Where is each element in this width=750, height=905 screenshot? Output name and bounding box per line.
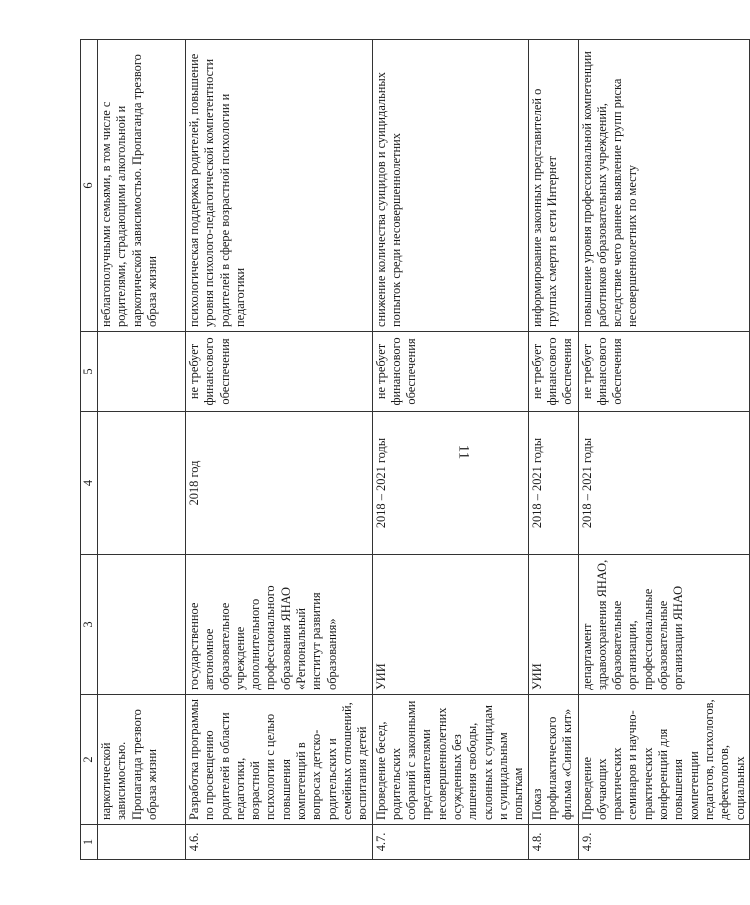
- header-cell: 3: [81, 555, 98, 695]
- cell-event: Проведение обучающих практических семинаров и научно-практических конференций для повышения компетенции педагогов, психологов, дефектологов, социальных: [578, 695, 749, 825]
- cell-period: 2018 – 2021 годы: [578, 412, 749, 555]
- cell-event: наркотической зависимостью. Пропаганда трезвого образа жизни: [98, 695, 186, 825]
- header-cell: 2: [81, 695, 98, 825]
- cell-num: 4.9.: [578, 825, 749, 860]
- table-row: [186, 40, 373, 860]
- cell-period: 2018 – 2021 годы: [528, 412, 578, 555]
- cell-num: 4.8.: [528, 825, 578, 860]
- cell-period: [98, 412, 186, 555]
- cell-funding: не требует финансового обеспечения: [528, 332, 578, 412]
- table-row: [578, 40, 749, 860]
- cell-funding: не требует финансового обеспечения: [372, 332, 528, 412]
- cell-result: психологическая поддержка родителей, повышение уровня психолого-педагогической компетентности родителей в сфере возрастной психологии и педагогики: [186, 40, 373, 332]
- cell-period: 2018 год: [186, 412, 373, 555]
- cell-funding: не требует финансового обеспечения: [186, 332, 373, 412]
- header-cell: 6: [81, 40, 98, 332]
- cell-result: повышение уровня профессиональной компетенции работников образовательных учреждений, вследствие чего раннее выявление групп риска несовершеннолетних по месту: [578, 40, 749, 332]
- cell-result: информирование законных представителей о группах смерти в сети Интернет: [528, 40, 578, 332]
- cell-num: [98, 825, 186, 860]
- cell-period: 2018 – 2021 годы: [372, 412, 528, 555]
- cell-executor: УИИ: [372, 555, 528, 695]
- header-row: [81, 40, 98, 860]
- cell-result: снижение количества суицидов и суицидальных попыток среди несовершеннолетних: [372, 40, 528, 332]
- header-cell: 5: [81, 332, 98, 412]
- cell-event: Разработка программы по просвещению родителей в области педагогики, возрастной психологии с целью повышения компетенций в вопросах детско-родительских и семейных отношений, воспитания детей: [186, 695, 373, 825]
- cell-num: 4.7.: [372, 825, 528, 860]
- cell-executor: [98, 555, 186, 695]
- cell-event: Показ профилактического фильма «Синий кит»: [528, 695, 578, 825]
- header-cell: 4: [81, 412, 98, 555]
- cell-event: Проведение бесед, родительских собраний с законными представителями несовершеннолетних осужденных без лишения свободы, склонных к суицидам и суицидальным попыткам: [372, 695, 528, 825]
- rotated-table-container: [80, 40, 747, 860]
- cell-result: неблагополучными семьями, в том числе с родителями, страдающими алкогольной и наркотической зависимостью. Пропаганда трезвого образа жизни: [98, 40, 186, 332]
- measures-table: [80, 39, 750, 860]
- table-row: [372, 40, 528, 860]
- cell-executor: УИИ: [528, 555, 578, 695]
- table-row: [98, 40, 186, 860]
- cell-executor: департамент здравоохранения ЯНАО, образовательные организации, профессиональные образовательные организации ЯНАО: [578, 555, 749, 695]
- cell-num: 4.6.: [186, 825, 373, 860]
- header-cell: 1: [81, 825, 98, 860]
- cell-funding: не требует финансового обеспечения: [578, 332, 749, 412]
- page-number: 11: [455, 444, 472, 460]
- table-row: [528, 40, 578, 860]
- cell-executor: государственное автономное образовательное учреждение дополнительного профессионального образования ЯНАО «Региональный институт развития образования»: [186, 555, 373, 695]
- cell-funding: [98, 332, 186, 412]
